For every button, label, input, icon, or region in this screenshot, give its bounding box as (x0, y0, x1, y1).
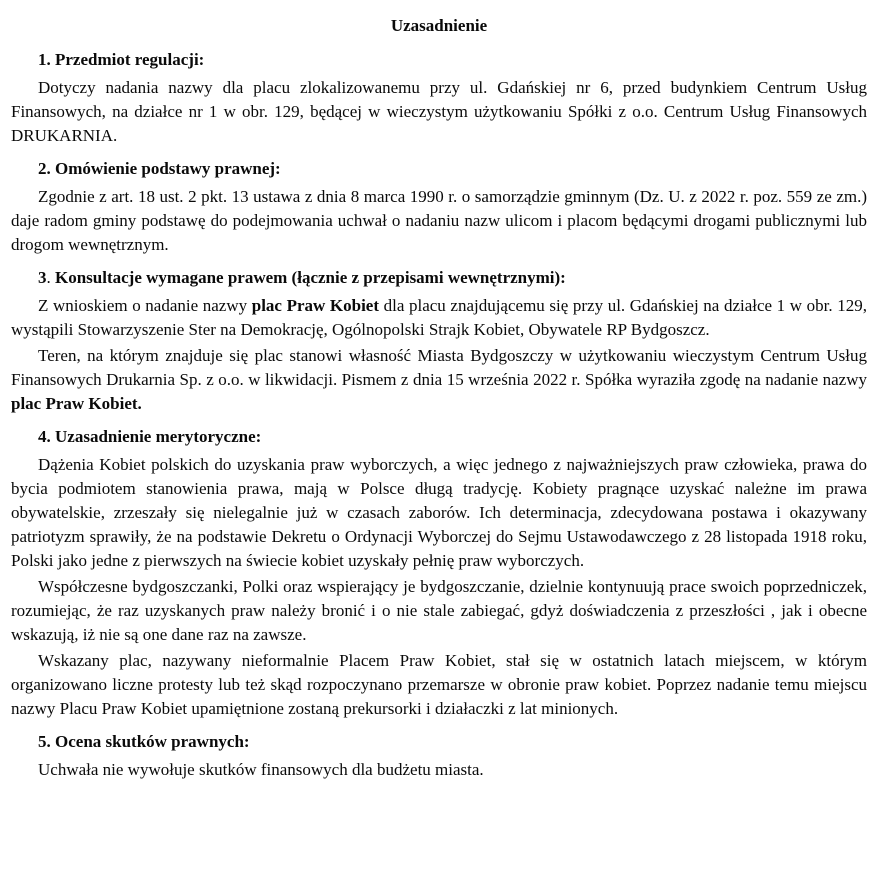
text-segment: Współczesne bydgoszczanki, Polki oraz wspierający je bydgoszczanie, dzielnie kontynuują prace swoich poprzedniczek, rozumiejąc, że raz uzyskanych praw należy bronić i o nie stale zabiegać, gdyż doświadczenia z przeszłości , jak i obecne wskazują, iż nie są one dane raz na zawsze. (11, 577, 867, 644)
bold-text-segment: 5. Ocena skutków prawnych: (38, 732, 250, 751)
text-segment: Z wnioskiem o nadanie nazwy (38, 296, 252, 315)
text-segment: Wskazany plac, nazywany nieformalnie Placem Praw Kobiet, stał się w ostatnich latach miejscem, w którym organizowano liczne protesty lub też skąd rozpoczynano przemarsze w obronie praw kobiet. Poprzez nadanie temu miejscu nazwy Placu Praw Kobiet upamiętnione zostaną prekursorki i działaczki z lat minionych. (11, 651, 867, 718)
section-heading-3 (11, 266, 867, 290)
paragraph-3-2 (11, 344, 867, 416)
bold-text-segment: 3 (38, 268, 47, 287)
paragraph-1-1 (11, 76, 867, 148)
bold-text-segment: Konsultacje wymagane prawem (łącznie z przepisami wewnętrznymi): (55, 268, 566, 287)
text-segment: . (46, 268, 55, 287)
paragraph-4-2 (11, 575, 867, 647)
paragraph-2-1 (11, 185, 867, 257)
section-heading-5 (11, 730, 867, 754)
text-segment: dla placu znajdującemu się przy ul. Gdańskiej na działce 1 w obr. 129, wystąpili Stowarzyszenie Ster na Demokrację, Ogólnopolski Strajk Kobiet, Obywatele RP Bydgoszcz. (11, 296, 867, 339)
text-segment: Dążenia Kobiet polskich do uzyskania praw wyborczych, a więc jednego z najważniejszych praw człowieka, prawa do bycia podmiotem stanowienia prawa, mają w Polsce długą tradycję. Kobiety pragnące uzyskać należne im prawa obywatelskie, zrzeszały się nielegalnie już w czasach zaborów. Ich determinacja, zdecydowana postawa i okazywany patriotyzm sprawiły, że na podstawie Dekretu o Ordynacji Wyborczej do Sejmu Ustawodawczego z 28 listopada 1918 roku, Polski jako jedne z pierwszych na świecie kobiet uzyskały pełnię praw wyborczych. (11, 455, 867, 570)
text-segment: Zgodnie z art. 18 ust. 2 pkt. 13 ustawa z dnia 8 marca 1990 r. o samorządzie gminnym (Dz. U. z 2022 r. poz. 559 ze zm.) daje radom gminy podstawę do podejmowania uchwał o nadaniu nazw ulicom i placom będącymi drogami publicznymi lub drogom wewnętrznym. (11, 187, 867, 254)
bold-text-segment: plac Praw Kobiet (251, 296, 379, 315)
section-heading-4 (11, 425, 867, 449)
paragraph-3-1 (11, 294, 867, 342)
bold-text-segment: 2. Omówienie podstawy prawnej: (38, 159, 281, 178)
section-heading-1 (11, 48, 867, 72)
paragraph-4-1 (11, 453, 867, 573)
text-segment: Uchwała nie wywołuje skutków finansowych dla budżetu miasta. (38, 760, 484, 779)
bold-text-segment: plac Praw Kobiet. (11, 394, 142, 413)
bold-text-segment: 4. Uzasadnienie merytoryczne: (38, 427, 262, 446)
paragraph-4-3 (11, 649, 867, 721)
bold-text-segment: 1. Przedmiot regulacji: (38, 50, 205, 69)
document-title (11, 14, 867, 38)
section-heading-2 (11, 157, 867, 181)
text-segment: Teren, na którym znajduje się plac stanowi własność Miasta Bydgoszczy w użytkowaniu wieczystym Centrum Usług Finansowych Drukarnia Sp. z o.o. w likwidacji. Pismem z dnia 15 września 2022 r. Spółka wyraziła zgodę na nadanie nazwy (11, 346, 867, 389)
text-segment: Dotyczy nadania nazwy dla placu zlokalizowanemu przy ul. Gdańskiej nr 6, przed budynkiem Centrum Usług Finansowych, na działce nr 1 w obr. 129, będącej w wieczystym użytkowaniu Spółki z o.o. Centrum Usług Finansowych DRUKARNIA. (11, 78, 867, 145)
paragraph-5-1 (11, 758, 867, 782)
bold-text-segment: Uzasadnienie (390, 16, 488, 35)
